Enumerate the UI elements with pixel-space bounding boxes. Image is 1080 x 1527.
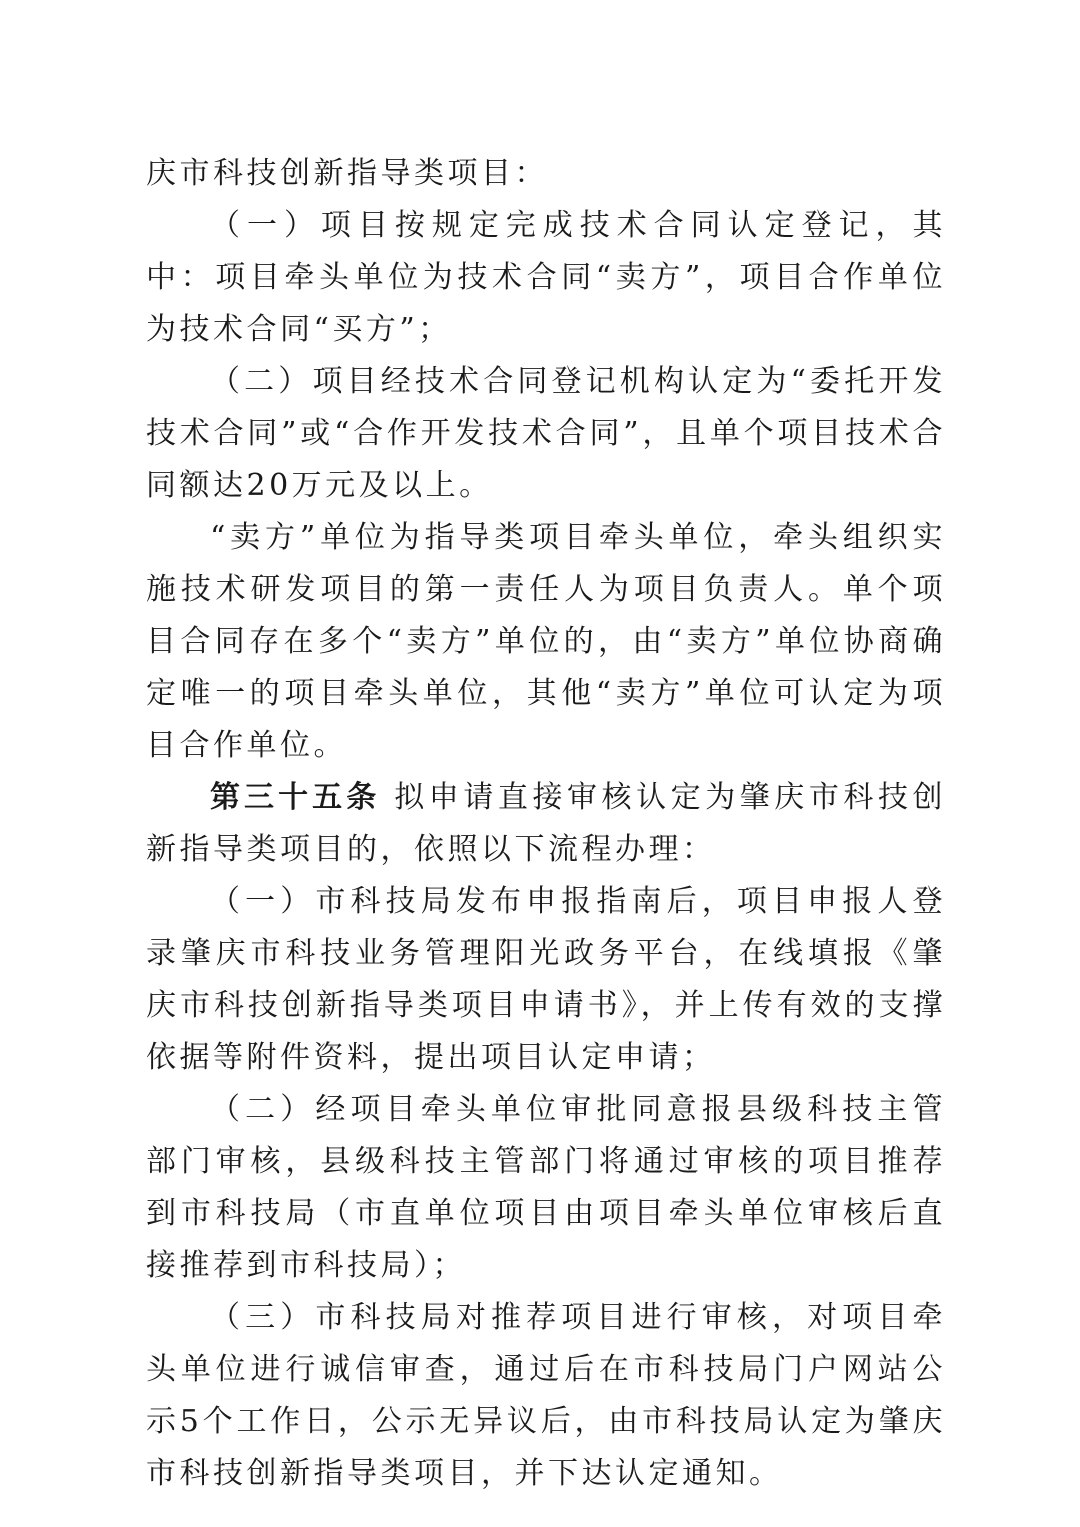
- paragraph-step-1: [146, 876, 946, 1084]
- paragraph-text: （一）市科技局发布申报指南后，项目申报人登录肇庆市科技业务管理阳光政务平台，在线填报《肇庆市科技创新指导类项目申请书》，并上传有效的支撑依据等附件资料，提出项目认定申请；: [146, 884, 946, 1075]
- paragraph-article-35: [146, 772, 946, 876]
- paragraph-step-3: [146, 1292, 946, 1500]
- paragraph-clause-2: [146, 356, 946, 512]
- paragraph-text: （三）市科技局对推荐项目进行审核，对项目牵头单位进行诚信审查，通过后在市科技局门户网站公示5个工作日，公示无异议后，由市科技局认定为肇庆市科技创新指导类项目，并下达认定通知。: [146, 1300, 946, 1491]
- document-body: [146, 148, 946, 1500]
- paragraph-text: （二）经项目牵头单位审批同意报县级科技主管部门审核，县级科技主管部门将通过审核的项目推荐到市科技局（市直单位项目由项目牵头单位审核后直接推荐到市科技局）；: [146, 1092, 946, 1283]
- paragraph-text: 庆市科技创新指导类项目：: [146, 156, 548, 191]
- paragraph-text: （二）项目经技术合同登记机构认定为“委托开发技术合同”或“合作开发技术合同”，且单个项目技术合同额达20万元及以上。: [146, 364, 946, 503]
- paragraph-continuation: [146, 148, 946, 200]
- paragraph-text: “卖方”单位为指导类项目牵头单位，牵头组织实施技术研发项目的第一责任人为项目负责人。单个项目合同存在多个“卖方”单位的，由“卖方”单位协商确定唯一的项目牵头单位，其他“卖方”单位可认定为项目合作单位。: [146, 520, 946, 763]
- paragraph-step-2: [146, 1084, 946, 1292]
- paragraph-text: 拟申请直接审核认定为肇庆市科技创新指导类项目的，依照以下流程办理：: [146, 780, 946, 867]
- paragraph-text: （一）项目按规定完成技术合同认定登记，其中：项目牵头单位为技术合同“卖方”，项目合作单位为技术合同“买方”；: [146, 208, 946, 347]
- paragraph-seller-definition: [146, 512, 946, 772]
- paragraph-clause-1: [146, 200, 946, 356]
- article-heading: 第三十五条: [210, 780, 381, 815]
